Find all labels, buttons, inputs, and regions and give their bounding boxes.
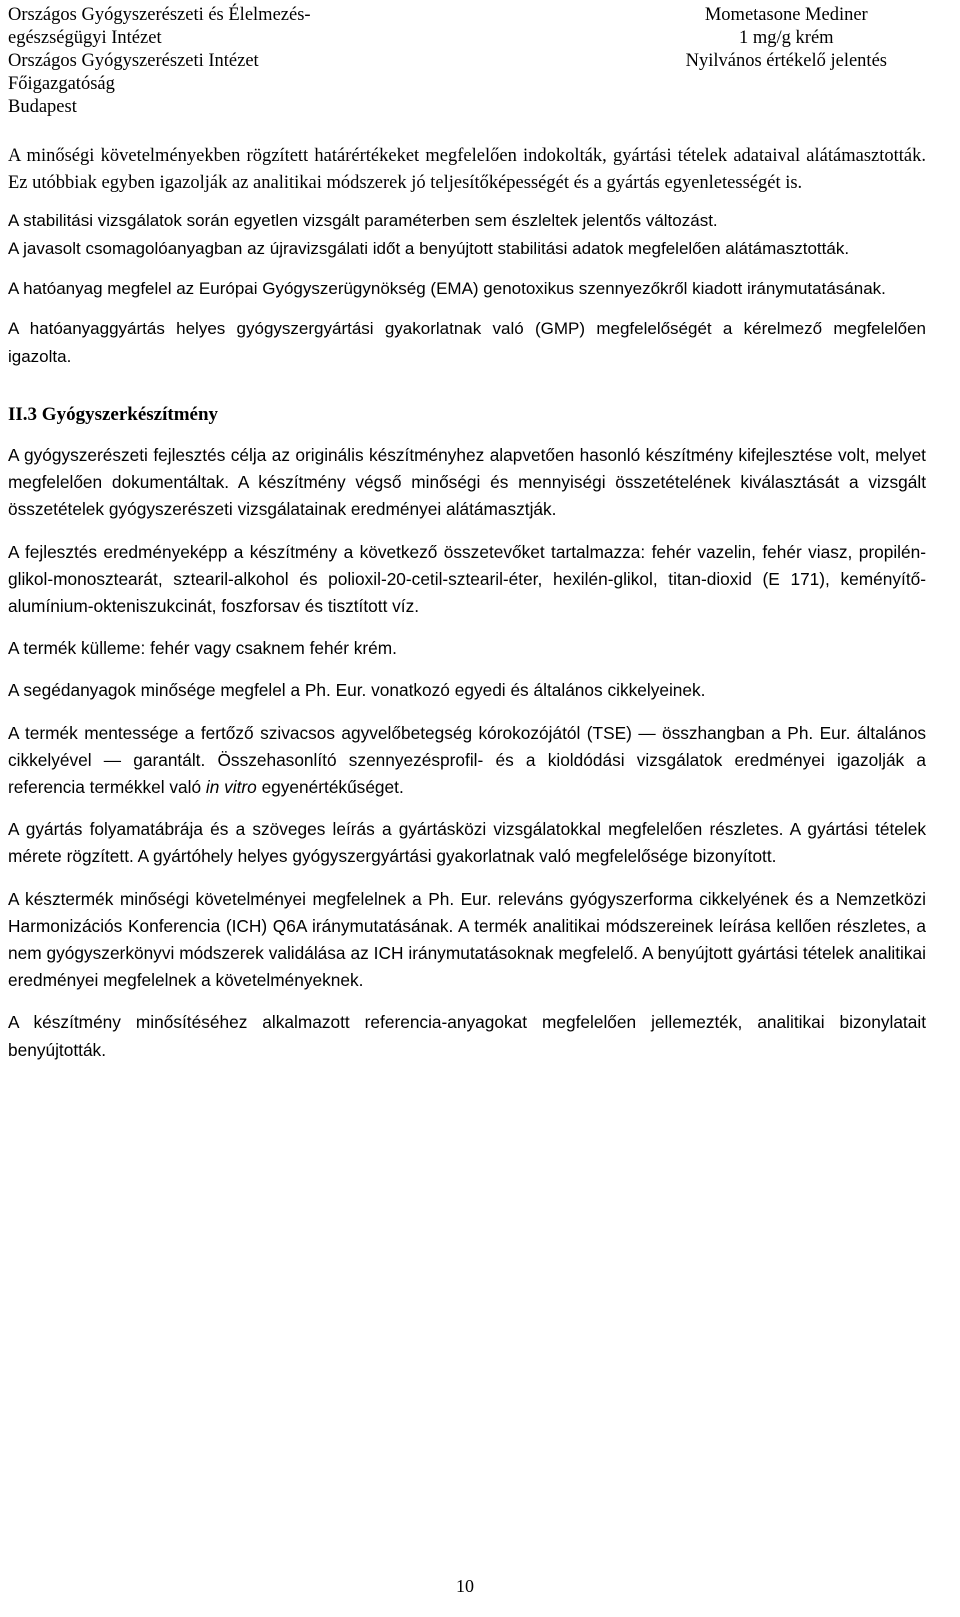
section-heading: II.3 Gyógyszerkészítmény — [8, 404, 219, 425]
header-left-line: Országos Gyógyszerészeti Intézet — [8, 51, 259, 71]
header-right-line: Mometasone Mediner — [704, 5, 868, 25]
paragraph-genotoxic: A hatóanyag megfelel az Európai Gyógyszerügynökség (EMA) genotoxikus szennyezőkről kiadott iránymutatásának. — [8, 279, 886, 298]
header-right-line: 1 mg/g krém — [739, 28, 834, 48]
header-left-line: Országos Gyógyszerészeti és Élelmezés- — [8, 5, 311, 25]
header-left-line: egészségügyi Intézet — [8, 28, 162, 48]
header-left-line: Budapest — [8, 97, 77, 117]
page-number: 10 — [456, 1576, 474, 1596]
paragraph-stability: A stabilitási vizsgálatok során egyetlen vizsgált paraméterben sem észleltek jelentős változást. — [8, 211, 718, 230]
document-body — [8, 143, 926, 1079]
paragraph-retest-period: A javasolt csomagolóanyagban az újravizsgálati időt a benyújtott stabilitási adatok megfelelően alátámasztották. — [8, 239, 850, 258]
header-institution — [8, 4, 311, 119]
paragraph-composition: A fejlesztés eredményeképp a készítmény a következő összetevőket tartalmazza: fehér vazelin, fehér viasz, propilén-glikol-monosztearát, sztearil-alkohol és polioxil-20-cetil-sztearil-éter, hexilén-glikol, titan-dioxid (E 171), keményítő-alumínium-okteniszukcinát, foszforsav és tisztított víz. — [8, 541, 926, 617]
paragraph-tse — [8, 720, 926, 802]
header-left-line: Főigazgatóság — [8, 74, 115, 94]
paragraph-appearance: A termék külleme: fehér vagy csaknem fehér krém. — [8, 638, 397, 659]
paragraph-specifications: A minőségi követelményekben rögzített határértékeket megfelelően indokolták, gyártási tételek adataival alátámasztották. Ez utóbbiak egyben igazolják az analitikai módszerek jó teljesítőképességét és a gyártás egyenletességét is. — [8, 146, 926, 193]
paragraph-development: A gyógyszerészeti fejlesztés célja az originális készítményhez alapvetően hasonló készítmény kifejlesztése volt, melyet megfelelően dokumentáltak. A készítmény végső minőségi és mennyiségi összetételének kiválasztását a vizsgált összetételek gyógyszerészeti vizsgálatainak eredményei alátámasztják. — [8, 445, 926, 520]
tse-text-part1: A termék mentessége a fertőző szivacsos agyvelőbetegség kórokozójától (TSE) — összhangban a Ph. Eur. általános cikkelyével — garantált. Összehasonlító szennyezésprofil- és a kioldódási vizsgálatok eredményei igazolják a referencia termékkel való — [8, 722, 926, 798]
paragraph-excipients: A segédanyagok minősége megfelel a Ph. Eur. vonatkozó egyedi és általános cikkelyeinek. — [8, 680, 706, 701]
paragraph-manufacturing: A gyártás folyamatábrája és a szöveges leírás a gyártásközi vizsgálatokkal megfelelően részletes. A gyártási tételek mérete rögzített. A gyártóhely helyes gyógyszergyártási gyakorlatnak való megfelelősége bizonyított. — [8, 819, 926, 867]
stability-block — [8, 207, 926, 263]
tse-text-part2: egyenértékűséget. — [256, 777, 404, 798]
in-vitro-italic: in vitro — [205, 777, 257, 798]
paragraph-reference-materials: A készítmény minősítéséhez alkalmazott referencia-anyagokat megfelelően jellemezték, analitikai bizonylatait benyújtották. — [8, 1012, 926, 1060]
header-right-line: Nyilvános értékelő jelentés — [685, 51, 887, 71]
header-document-info — [686, 4, 887, 73]
paragraph-finished-product: A késztermék minőségi követelményei megfelelnek a Ph. Eur. releváns gyógyszerforma cikkelyének és a Nemzetközi Harmonizációs Konferencia (ICH) Q6A iránymutatásának. A termék analitikai módszereinek leírása kellően részletes, a nem gyógyszerkönyvi módszerek validálása az ICH iránymutatásoknak megfelelő. A benyújtott gyártási tételek analitikai eredményei megfelelnek a követelményeknek. — [8, 888, 926, 991]
paragraph-gmp: A hatóanyaggyártás helyes gyógyszergyártási gyakorlatnak való (GMP) megfelelőségét a kérelmező megfelelően igazolta. — [8, 319, 926, 366]
